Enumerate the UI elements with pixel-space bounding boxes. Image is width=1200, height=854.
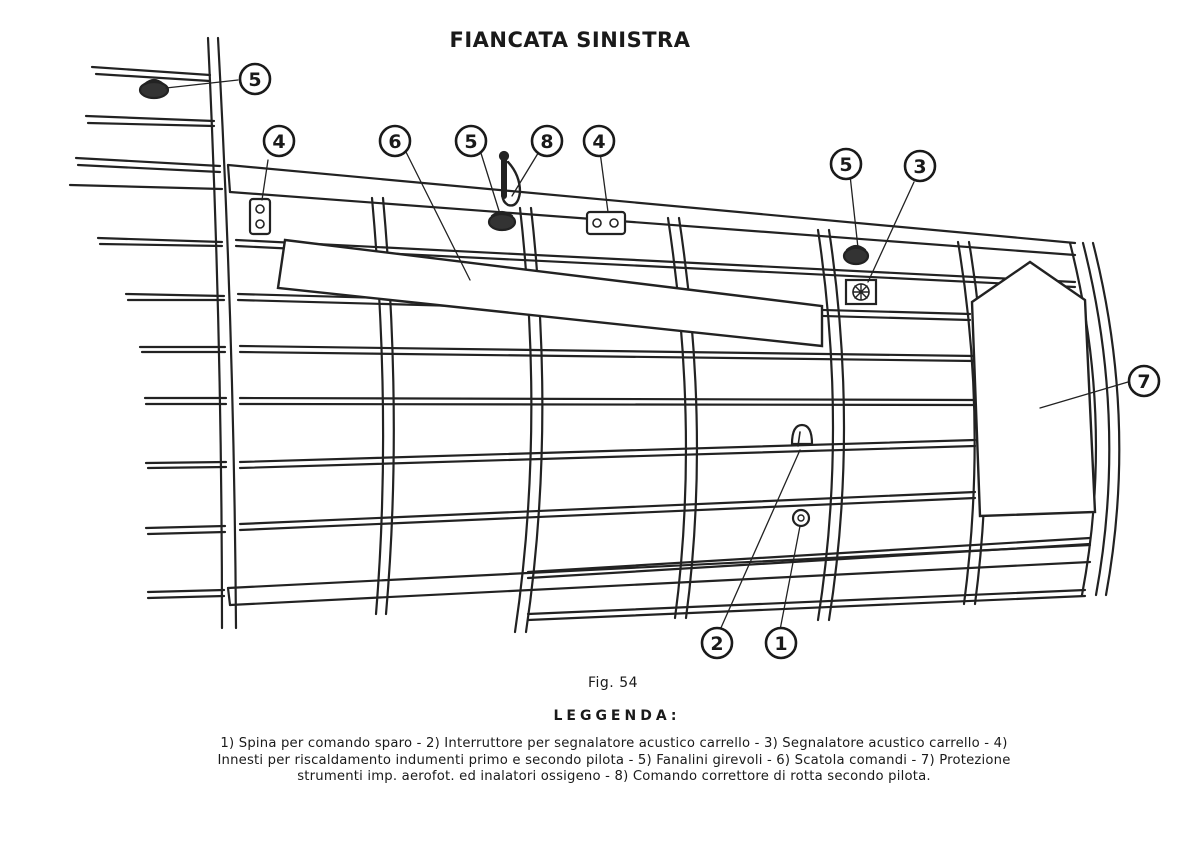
legend-heading: LEGGENDA: xyxy=(553,708,681,724)
heater-socket-mid xyxy=(587,212,625,234)
callout-label-3: 3 xyxy=(913,156,927,178)
frame-6 xyxy=(958,242,975,604)
frame-4 xyxy=(668,218,686,618)
callout-label-7: 7 xyxy=(1137,371,1151,393)
callout-label-1: 1 xyxy=(774,633,788,655)
callout-label-8: 8 xyxy=(540,131,554,153)
firing-plug-1 xyxy=(793,510,809,526)
frame-5 xyxy=(818,230,833,620)
lamp-right xyxy=(844,246,868,264)
figure-title: FIANCATA SINISTRA xyxy=(449,28,691,52)
callout-label-2: 2 xyxy=(710,633,724,655)
callout-label-5-right: 5 xyxy=(839,154,853,176)
top-longeron xyxy=(228,165,1075,243)
callout-label-4-left: 4 xyxy=(272,131,286,153)
gear-horn-switch-2 xyxy=(792,425,812,446)
acoustic-signaler-3 xyxy=(846,280,876,304)
callout-label-5-mid: 5 xyxy=(464,131,478,153)
course-corrector-crank-8 xyxy=(500,152,520,205)
lamp-mid xyxy=(489,212,515,230)
lamp-top xyxy=(140,80,168,98)
legend-text: 1) Spina per comando sparo - 2) Interruttore per segnalatore acustico carrello - 3) Segnalatore acustico carrello - 4) Innesti per riscaldamento indumenti primo e secondo pilota - 5) Fanalini girevoli - 6) Scatola comandi - 7) Protezione strumenti imp. aerofot. ed inalatori ossigeno - 8) Comando correttore di rotta secondo pilota. xyxy=(217,736,1011,784)
callout-label-5-top: 5 xyxy=(248,69,262,91)
heater-socket-left xyxy=(250,199,270,234)
callout-label-4-mid: 4 xyxy=(592,131,606,153)
figure-caption: Fig. 54 xyxy=(587,675,639,691)
protection-panel-7 xyxy=(972,262,1095,516)
callout-label-6: 6 xyxy=(388,131,402,153)
